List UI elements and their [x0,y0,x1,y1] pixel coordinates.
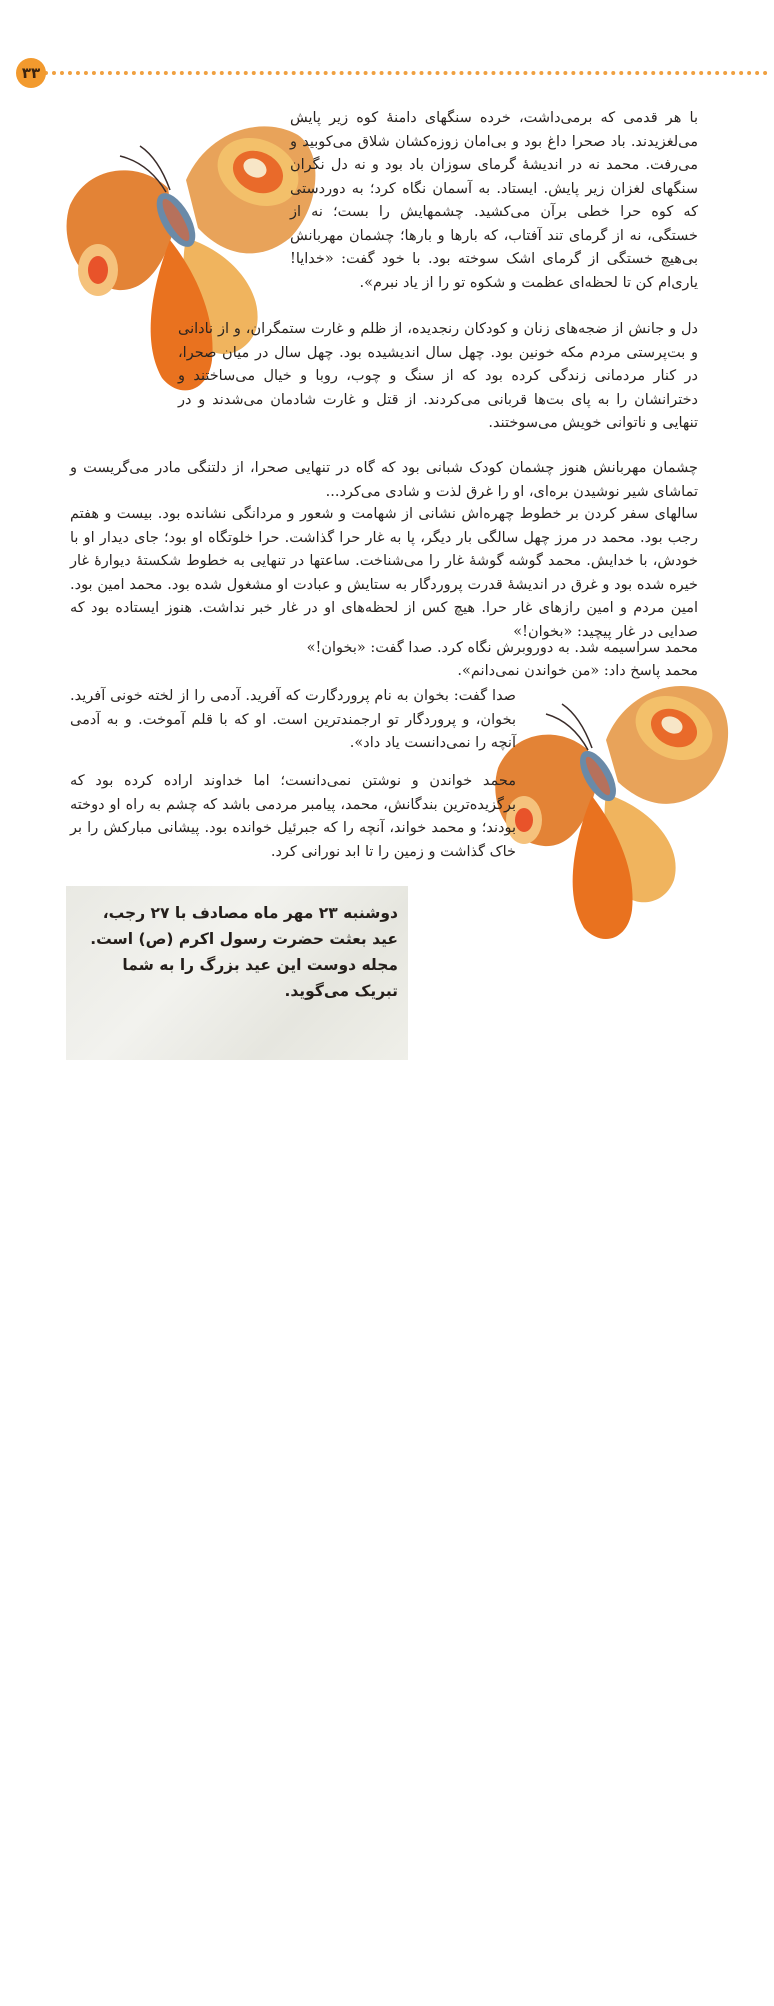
holiday-notice-text: دوشنبه ۲۳ مهر ماه مصادف با ۲۷ رجب، عید بعثت حضرت رسول اکرم (ص) است. مجله دوست این عید بزرگ را به شما تبریک می‌گوید. [90,904,398,1000]
article-paragraph-2: دل و جانش از ضجه‌های زنان و کودکان رنجدیده، از ظلم و غارت ستمگران، و از نادانی و بت‌پرستی مردم مکه خونین بود. چهل سال اندیشیده بود. چهل سال در میان صحرا، در کنار مردمانی زندگی کرده بود که از سنگ و چوب، روبا و خیال می‌ساختند و دخترانشان را به پای بت‌ها قربانی می‌کردند. از قتل و غارت شادمان می‌شدند و در تنهایی و ناتوانی خویش می‌سوختند. [178,321,698,431]
page-number-badge: ۳۳ [16,58,46,88]
article-paragraph-3: چشمان مهربانش هنوز چشمان کودک شبانی بود که گاه در تنهایی صحرا، از دلتنگی مادر می‌گریست و تماشای شیر نوشیدن بره‌ای، او را غرق لذت و شادی می‌کرد... [70,460,698,500]
article-paragraph-5: محمد سراسیمه شد. به دوروبرش نگاه کرد. صدا گفت: «بخوان!» [306,640,698,656]
article-paragraph-8: محمد خواندن و نوشتن نمی‌دانست؛ اما خداوند اراده کرده بود که برگزیده‌ترین بندگانش، محمد، پیامبر مردمی باشد که چشم به راه او دوخته بودند؛ و محمد خواند، آنچه را که جبرئیل خوانده بود. پیشانی مبارکش را بر خاک گذاشت و زمین را تا ابد نورانی کرد. [70,773,516,860]
article-paragraph-6: محمد پاسخ داد: «من خواندن نمی‌دانم». [457,663,698,679]
butterfly-illustration-middle [488,670,732,948]
holiday-notice-box [66,886,408,1060]
article-paragraph-7: صدا گفت: بخوان به نام پروردگارت که آفرید. آدمی را از لخته خونی آفرید. بخوان، و پروردگار تو ارجمندترین است. او که با قلم آموخت. و به آدمی آنچه را نمی‌دانست یاد داد». [70,688,516,751]
article-paragraph-4: سالهای سفر کردن بر خطوط چهره‌اش نشانی از شهامت و شعور و مردانگی نشانده بود. بیست و هفتم رجب بود. محمد در مرز چهل سالگی بار دیگر، پا به غار حرا گذاشت. حرا خلوتگاه او بود؛ جای دیدار او با خودش، با خدایش. محمد گوشه گوشهٔ غار را می‌شناخت. ساعتها در تنهایی به خطوط شکستهٔ دیوارهٔ غار خیره شده بود و غرق در اندیشهٔ قدرت پروردگار به ستایش و عبادت او مشغول شده بود. محمد امین بود. امین مردم و امین رازهای غار حرا. هیچ کس از لحظه‌های او در غار خبر نداشت. هنوز ایستاده بود که صدایی در غار پیچید: «بخوان!» [70,506,698,640]
dotted-header-rule [44,71,768,75]
article-paragraph-1: با هر قدمی که برمی‌داشت، خرده سنگهای دامنهٔ کوه زیر پایش می‌لغزیدند. باد صحرا داغ بود و بی‌امان زوزه‌کشان شلاق می‌کوبید و می‌رفت. محمد نه در اندیشهٔ گرمای سوزان باد بود و نه دل نگران سنگهای لغزان زیر پایش. ایستاد. به آسمان نگاه کرد؛ به دوردستی که کوه حرا خطی برآن می‌کشید. چشمهایش را بست؛ نه از خستگی، نه از گرمای تند آفتاب، که بارها و بارها؛ چشمان مهربانش بی‌هیچ خستگی از گرمای اشک سوخته بود. با خود گفت: «خدایا! یاری‌ام کن تا لحظه‌ای عظمت و شکوه تو را از یاد نبرم». [290,110,698,291]
